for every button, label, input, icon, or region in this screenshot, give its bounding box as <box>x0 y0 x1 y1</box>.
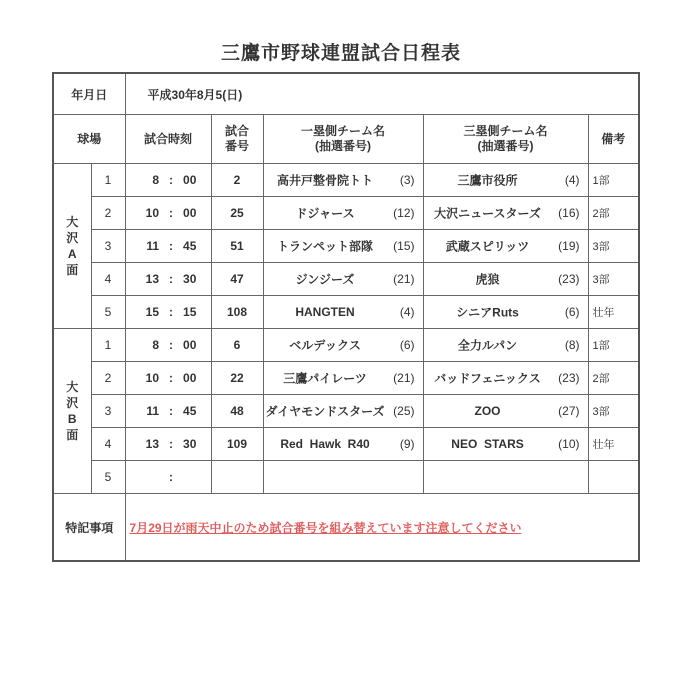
special-notes-row <box>53 494 639 562</box>
match-time <box>125 395 211 428</box>
match-time <box>125 461 211 494</box>
page-title: 三鷹市野球連盟試合日程表 <box>220 43 461 64</box>
table-row <box>53 362 639 395</box>
time-separator: : <box>169 371 174 385</box>
match-time <box>125 428 211 461</box>
match-time <box>125 263 211 296</box>
table-row <box>53 197 639 230</box>
team-name: 全力ルパン <box>457 338 518 353</box>
game-number: 48 <box>211 395 263 428</box>
table-row <box>53 296 639 329</box>
team-name: 大沢ニュースターズ <box>434 206 541 221</box>
time-hour: 13 <box>145 437 160 451</box>
match-time <box>125 329 211 362</box>
header-game-no: 試合 番号 <box>211 115 263 164</box>
third-base-team <box>423 164 588 197</box>
remarks: 1部 <box>588 329 639 362</box>
lottery-number: (16) <box>558 206 580 220</box>
third-base-team <box>423 461 588 494</box>
lottery-number: (23) <box>558 272 580 286</box>
lottery-number: (4) <box>399 305 415 319</box>
table-row <box>53 230 639 263</box>
lottery-number: (21) <box>393 371 415 385</box>
special-notes-text: 7月29日が雨天中止のため試合番号を組み替えています注意してください <box>125 494 639 562</box>
third-base-team <box>423 329 588 362</box>
match-number: 5 <box>91 461 125 494</box>
time-hour: 11 <box>146 404 160 418</box>
team-name: ジンジーズ <box>295 272 355 287</box>
third-base-team <box>423 230 588 263</box>
lottery-number: (23) <box>558 371 580 385</box>
third-base-team <box>423 296 588 329</box>
time-separator: : <box>169 404 174 418</box>
table-row <box>53 164 639 197</box>
game-number: 108 <box>211 296 263 329</box>
lottery-number: (6) <box>564 305 580 319</box>
match-time <box>125 362 211 395</box>
team-name: HANGTEN <box>295 305 355 319</box>
header-row <box>53 115 639 164</box>
remarks: 3部 <box>588 395 639 428</box>
game-number: 47 <box>211 263 263 296</box>
lottery-number: (15) <box>393 239 415 253</box>
table-row <box>53 395 639 428</box>
team-name: 高井戸整骨院トト <box>277 173 374 188</box>
remarks: 3部 <box>588 263 639 296</box>
time-minute: 30 <box>183 272 197 286</box>
first-base-team <box>263 230 423 263</box>
game-number: 109 <box>211 428 263 461</box>
team-name: ドジャース <box>295 206 355 221</box>
lottery-number: (6) <box>399 338 415 352</box>
time-separator: : <box>169 206 174 220</box>
lottery-number: (12) <box>393 206 415 220</box>
time-separator: : <box>169 470 174 484</box>
game-number: 22 <box>211 362 263 395</box>
header-venue: 球場 <box>53 115 125 164</box>
first-base-team <box>263 428 423 461</box>
lottery-number: (3) <box>399 173 415 187</box>
lottery-number: (19) <box>558 239 580 253</box>
time-minute: 45 <box>183 239 197 253</box>
remarks: 2部 <box>588 362 639 395</box>
remarks: 1部 <box>588 164 639 197</box>
time-hour: 15 <box>145 305 160 319</box>
remarks: 壮年 <box>588 428 639 461</box>
team-name: 武蔵スピリッツ <box>445 239 530 254</box>
remarks <box>588 461 639 494</box>
time-minute: 00 <box>183 206 197 220</box>
lottery-number: (4) <box>564 173 580 187</box>
match-time <box>125 230 211 263</box>
game-number: 6 <box>211 329 263 362</box>
remarks: 3部 <box>588 230 639 263</box>
time-hour: 11 <box>146 239 160 253</box>
table-row <box>53 329 639 362</box>
time-separator: : <box>169 272 174 286</box>
venue-name: 大 沢 A 面 <box>53 164 91 329</box>
third-base-team <box>423 395 588 428</box>
time-hour: 10 <box>145 371 160 385</box>
team-name: トランペット部隊 <box>277 239 374 254</box>
header-first-base: 一塁側チーム名 (抽選番号) <box>263 115 423 164</box>
header-time: 試合時刻 <box>125 115 211 164</box>
time-hour: 8 <box>152 173 160 187</box>
special-notes-label: 特記事項 <box>53 494 125 562</box>
first-base-team <box>263 461 423 494</box>
first-base-team <box>263 197 423 230</box>
match-time <box>125 164 211 197</box>
game-number <box>211 461 263 494</box>
time-minute: 00 <box>183 173 197 187</box>
match-number: 2 <box>91 197 125 230</box>
date-row <box>53 73 639 115</box>
time-separator: : <box>169 239 174 253</box>
match-time <box>125 296 211 329</box>
game-number: 25 <box>211 197 263 230</box>
team-name: 虎狼 <box>475 272 500 287</box>
time-minute: 45 <box>183 404 197 418</box>
header-remarks: 備考 <box>588 115 639 164</box>
lottery-number: (9) <box>399 437 415 451</box>
team-name: ベルデックス <box>289 338 361 353</box>
table-row <box>53 428 639 461</box>
first-base-team <box>263 263 423 296</box>
time-minute: 00 <box>183 338 197 352</box>
game-number: 51 <box>211 230 263 263</box>
lottery-number: (25) <box>393 404 415 418</box>
date-value: 平成30年8月5(日) <box>125 73 639 115</box>
match-time <box>125 197 211 230</box>
remarks: 壮年 <box>588 296 639 329</box>
match-number: 4 <box>91 428 125 461</box>
game-number: 2 <box>211 164 263 197</box>
first-base-team <box>263 296 423 329</box>
lottery-number: (8) <box>564 338 580 352</box>
third-base-team <box>423 362 588 395</box>
lottery-number: (10) <box>558 437 580 451</box>
time-separator: : <box>169 437 174 451</box>
header-third-base: 三塁側チーム名 (抽選番号) <box>423 115 588 164</box>
time-separator: : <box>169 305 174 319</box>
time-minute: 15 <box>183 305 197 319</box>
date-label: 年月日 <box>53 73 125 115</box>
lottery-number: (21) <box>393 272 415 286</box>
team-name: ダイヤモンドスターズ <box>265 404 385 419</box>
schedule-table <box>52 72 640 562</box>
match-number: 4 <box>91 263 125 296</box>
team-name: シニアRuts <box>456 305 519 320</box>
time-minute: 30 <box>183 437 197 451</box>
team-name: Red Hawk R40 <box>280 437 370 451</box>
third-base-team <box>423 197 588 230</box>
lottery-number: (27) <box>558 404 580 418</box>
third-base-team <box>423 263 588 296</box>
first-base-team <box>263 362 423 395</box>
team-name: ZOO <box>474 404 501 418</box>
time-hour: 10 <box>145 206 160 220</box>
first-base-team <box>263 395 423 428</box>
team-name: 三鷹市役所 <box>457 173 518 188</box>
third-base-team <box>423 428 588 461</box>
remarks: 2部 <box>588 197 639 230</box>
team-name: バッドフェニックス <box>434 371 541 386</box>
time-hour: 8 <box>152 338 160 352</box>
time-separator: : <box>169 338 174 352</box>
venue-name: 大 沢 B 面 <box>53 329 91 494</box>
match-number: 2 <box>91 362 125 395</box>
table-row <box>53 461 639 494</box>
match-number: 3 <box>91 230 125 263</box>
match-number: 3 <box>91 395 125 428</box>
time-minute: 00 <box>183 371 197 385</box>
match-number: 1 <box>91 329 125 362</box>
time-separator: : <box>169 173 174 187</box>
team-name: NEO STARS <box>451 437 524 451</box>
time-hour: 13 <box>145 272 160 286</box>
match-number: 1 <box>91 164 125 197</box>
table-row <box>53 263 639 296</box>
first-base-team <box>263 329 423 362</box>
first-base-team <box>263 164 423 197</box>
match-number: 5 <box>91 296 125 329</box>
team-name: 三鷹パイレーツ <box>283 371 367 386</box>
